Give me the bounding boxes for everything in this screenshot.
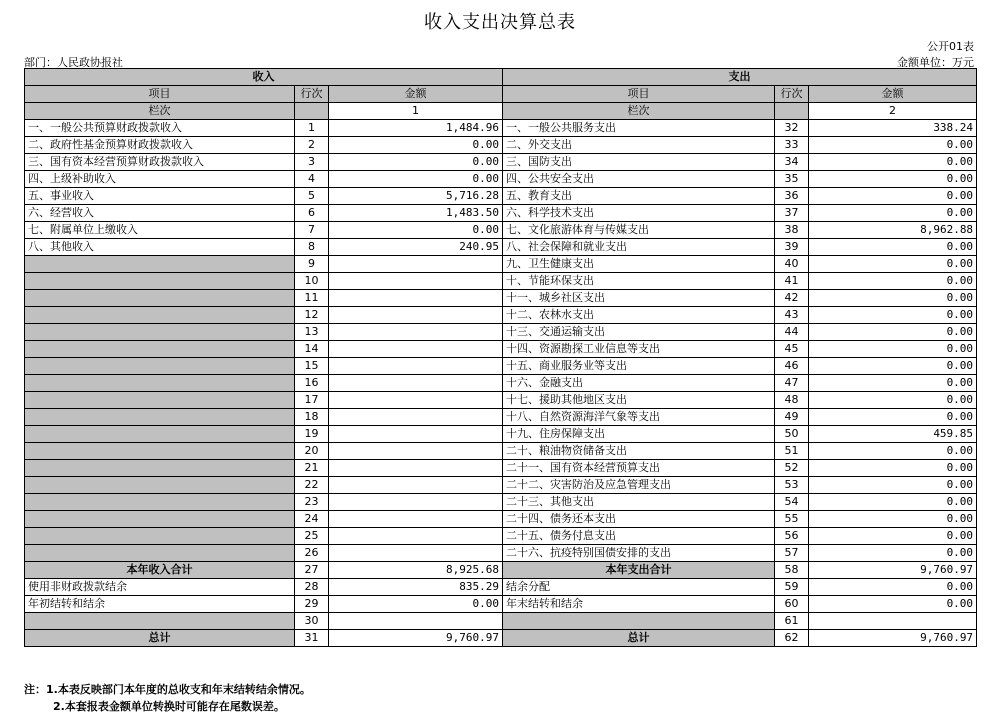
income-rowno-cell: 29: [295, 596, 329, 613]
income-amount-cell: [329, 392, 503, 409]
income-item-cell: [25, 409, 295, 426]
income-amount-cell: 1,484.96: [329, 120, 503, 137]
expense-rowno-cell: 62: [775, 630, 809, 647]
expense-item-cell: 十二、农林水支出: [503, 307, 775, 324]
income-item-cell: 七、附属单位上缴收入: [25, 222, 295, 239]
income-column-label-blank: [295, 103, 329, 120]
table-row: [25, 171, 977, 188]
expense-column-label-blank: [775, 103, 809, 120]
report-title: 收入支出决算总表: [424, 12, 576, 33]
expense-rowno-cell: 57: [775, 545, 809, 562]
income-item-cell: 年初结转和结余: [25, 596, 295, 613]
expense-rowno-cell: 32: [775, 120, 809, 137]
expense-amount-cell: 0.00: [809, 460, 977, 477]
income-amount-cell: [329, 375, 503, 392]
income-rowno-cell: 18: [295, 409, 329, 426]
income-item-cell: [25, 494, 295, 511]
expense-amount-cell: 0.00: [809, 205, 977, 222]
expense-item-cell: 总计: [503, 630, 775, 647]
income-amount-cell: [329, 409, 503, 426]
income-rowno-cell: 14: [295, 341, 329, 358]
expense-item-cell: 二十四、债务还本支出: [503, 511, 775, 528]
income-expense-table: [24, 68, 977, 647]
income-rowno-cell: 15: [295, 358, 329, 375]
income-rowno-cell: 21: [295, 460, 329, 477]
table-row: [25, 443, 977, 460]
income-rowno-cell: 9: [295, 256, 329, 273]
expense-amount-cell: 0.00: [809, 171, 977, 188]
income-rowno-cell: 1: [295, 120, 329, 137]
table-row: [25, 375, 977, 392]
expense-item-cell: 十八、自然资源海洋气象等支出: [503, 409, 775, 426]
table-row: [25, 137, 977, 154]
table-row: [25, 511, 977, 528]
expense-item-cell: 六、科学技术支出: [503, 205, 775, 222]
expense-rowno-cell: 36: [775, 188, 809, 205]
income-section-header: 收入: [25, 69, 503, 86]
income-item-cell: 本年收入合计: [25, 562, 295, 579]
expense-rowno-cell: 55: [775, 511, 809, 528]
income-item-cell: [25, 613, 295, 630]
income-item-cell: [25, 358, 295, 375]
income-amount-cell: 5,716.28: [329, 188, 503, 205]
table-row: [25, 120, 977, 137]
income-rowno-cell: 2: [295, 137, 329, 154]
income-amount-cell: 835.29: [329, 579, 503, 596]
expense-amount-cell: 0.00: [809, 188, 977, 205]
expense-rowno-cell: 40: [775, 256, 809, 273]
income-rowno-cell: 7: [295, 222, 329, 239]
expense-item-cell: 四、公共安全支出: [503, 171, 775, 188]
income-rowno-cell: 27: [295, 562, 329, 579]
expense-column-label: 栏次: [503, 103, 775, 120]
expense-rowno-cell: 52: [775, 460, 809, 477]
expense-item-cell: 二十、粮油物资储备支出: [503, 443, 775, 460]
expense-item-cell: 年末结转和结余: [503, 596, 775, 613]
table-row: [25, 426, 977, 443]
footnotes: [24, 681, 311, 715]
table-row: [25, 324, 977, 341]
income-item-cell: [25, 392, 295, 409]
expense-amount-cell: 0.00: [809, 528, 977, 545]
expense-item-cell: 二十五、债务付息支出: [503, 528, 775, 545]
expense-amount-cell: 0.00: [809, 579, 977, 596]
table-row: [25, 358, 977, 375]
expense-amount-cell: 0.00: [809, 545, 977, 562]
income-amount-cell: [329, 307, 503, 324]
income-item-cell: 五、事业收入: [25, 188, 295, 205]
income-rowno-cell: 3: [295, 154, 329, 171]
income-item-cell: 六、经营收入: [25, 205, 295, 222]
income-rowno-cell: 17: [295, 392, 329, 409]
expense-rowno-cell: 44: [775, 324, 809, 341]
income-rowno-cell: 25: [295, 528, 329, 545]
income-item-cell: [25, 324, 295, 341]
expense-amount-cell: 0.00: [809, 307, 977, 324]
expense-rowno-cell: 42: [775, 290, 809, 307]
expense-item-cell: 二十三、其他支出: [503, 494, 775, 511]
table-row: [25, 290, 977, 307]
expense-amount-cell: 459.85: [809, 426, 977, 443]
expense-rowno-cell: 39: [775, 239, 809, 256]
table-row: [25, 545, 977, 562]
income-amount-cell: 0.00: [329, 137, 503, 154]
income-item-cell: 八、其他收入: [25, 239, 295, 256]
expense-rowno-cell: 58: [775, 562, 809, 579]
expense-item-cell: 十三、交通运输支出: [503, 324, 775, 341]
income-amount-header: 金额: [329, 86, 503, 103]
income-amount-cell: 8,925.68: [329, 562, 503, 579]
expense-rowno-cell: 43: [775, 307, 809, 324]
expense-amount-cell: 338.24: [809, 120, 977, 137]
income-rowno-cell: 12: [295, 307, 329, 324]
income-amount-cell: 0.00: [329, 171, 503, 188]
expense-amount-cell: 0.00: [809, 341, 977, 358]
expense-rowno-cell: 54: [775, 494, 809, 511]
income-rowno-cell: 30: [295, 613, 329, 630]
expense-item-cell: [503, 613, 775, 630]
table-row: [25, 409, 977, 426]
income-column-index: 1: [329, 103, 503, 120]
table-row: [25, 205, 977, 222]
expense-item-cell: 二十一、国有资本经营预算支出: [503, 460, 775, 477]
income-amount-cell: [329, 256, 503, 273]
income-rowno-cell: 16: [295, 375, 329, 392]
income-rowno-cell: 13: [295, 324, 329, 341]
income-rowno-cell: 8: [295, 239, 329, 256]
expense-rowno-cell: 53: [775, 477, 809, 494]
expense-item-cell: 五、教育支出: [503, 188, 775, 205]
expense-rowno-cell: 35: [775, 171, 809, 188]
income-amount-cell: [329, 460, 503, 477]
income-item-cell: [25, 341, 295, 358]
expense-amount-header: 金额: [809, 86, 977, 103]
expense-amount-cell: 0.00: [809, 477, 977, 494]
table-row: [25, 477, 977, 494]
income-rowno-cell: 4: [295, 171, 329, 188]
expense-item-cell: 十四、资源勘探工业信息等支出: [503, 341, 775, 358]
income-item-cell: [25, 375, 295, 392]
income-rowno-cell: 26: [295, 545, 329, 562]
expense-item-cell: 二十六、抗疫特别国债安排的支出: [503, 545, 775, 562]
expense-item-header: 项目: [503, 86, 775, 103]
income-amount-cell: [329, 443, 503, 460]
expense-item-cell: 一、一般公共服务支出: [503, 120, 775, 137]
income-rowno-cell: 6: [295, 205, 329, 222]
table-row: [25, 307, 977, 324]
expense-item-cell: 结余分配: [503, 579, 775, 596]
table-row: [25, 494, 977, 511]
expense-amount-cell: 0.00: [809, 273, 977, 290]
income-item-cell: [25, 307, 295, 324]
income-amount-cell: [329, 324, 503, 341]
income-item-cell: 一、一般公共预算财政拨款收入: [25, 120, 295, 137]
expense-rowno-cell: 38: [775, 222, 809, 239]
expense-amount-cell: 0.00: [809, 375, 977, 392]
table-row: [25, 341, 977, 358]
subtotal-row: [25, 562, 977, 579]
income-item-cell: [25, 256, 295, 273]
expense-rowno-cell: 41: [775, 273, 809, 290]
income-amount-cell: 0.00: [329, 222, 503, 239]
expense-amount-cell: 0.00: [809, 239, 977, 256]
expense-item-cell: 二十二、灾害防治及应急管理支出: [503, 477, 775, 494]
expense-rowno-cell: 49: [775, 409, 809, 426]
expense-rowno-cell: 47: [775, 375, 809, 392]
table-row: [25, 239, 977, 256]
income-amount-cell: 0.00: [329, 596, 503, 613]
income-amount-cell: [329, 477, 503, 494]
expense-item-cell: 十、节能环保支出: [503, 273, 775, 290]
expense-item-cell: 三、国防支出: [503, 154, 775, 171]
income-rowno-cell: 5: [295, 188, 329, 205]
table-row: [25, 392, 977, 409]
amount-unit-label: 金额单位：万元: [897, 56, 974, 69]
table-row: [25, 273, 977, 290]
expense-amount-cell: 0.00: [809, 494, 977, 511]
expense-amount-cell: 9,760.97: [809, 630, 977, 647]
table-row: [25, 154, 977, 171]
column-index-row: [25, 103, 977, 120]
total-row: [25, 630, 977, 647]
expense-column-index: 2: [809, 103, 977, 120]
expense-rowno-cell: 61: [775, 613, 809, 630]
income-item-cell: [25, 426, 295, 443]
expense-rowno-cell: 45: [775, 341, 809, 358]
form-number: 公开01表: [927, 40, 974, 53]
expense-section-header: 支出: [503, 69, 977, 86]
income-item-cell: 总计: [25, 630, 295, 647]
expense-rowno-cell: 34: [775, 154, 809, 171]
expense-item-cell: 十九、住房保障支出: [503, 426, 775, 443]
income-item-cell: [25, 273, 295, 290]
table-row: [25, 579, 977, 596]
expense-amount-cell: 0.00: [809, 154, 977, 171]
income-amount-cell: [329, 358, 503, 375]
expense-rowno-cell: 51: [775, 443, 809, 460]
expense-item-cell: 九、卫生健康支出: [503, 256, 775, 273]
income-item-cell: [25, 460, 295, 477]
expense-amount-cell: 0.00: [809, 511, 977, 528]
income-amount-cell: [329, 545, 503, 562]
expense-rowno-cell: 50: [775, 426, 809, 443]
income-item-cell: [25, 528, 295, 545]
income-item-header: 项目: [25, 86, 295, 103]
column-header-row: [25, 86, 977, 103]
expense-amount-cell: 0.00: [809, 596, 977, 613]
expense-item-cell: 十七、援助其他地区支出: [503, 392, 775, 409]
section-header-row: [25, 69, 977, 86]
income-amount-cell: [329, 341, 503, 358]
income-item-cell: 四、上级补助收入: [25, 171, 295, 188]
table-row: [25, 460, 977, 477]
expense-item-cell: 十五、商业服务业等支出: [503, 358, 775, 375]
income-item-cell: [25, 545, 295, 562]
income-rowno-cell: 10: [295, 273, 329, 290]
income-amount-cell: [329, 511, 503, 528]
income-item-cell: [25, 290, 295, 307]
income-amount-cell: 1,483.50: [329, 205, 503, 222]
income-item-cell: 二、政府性基金预算财政拨款收入: [25, 137, 295, 154]
income-rowno-cell: 20: [295, 443, 329, 460]
expense-amount-cell: 0.00: [809, 358, 977, 375]
expense-rowno-cell: 56: [775, 528, 809, 545]
income-amount-cell: [329, 273, 503, 290]
footnote-2: 2.本套报表金额单位转换时可能存在尾数误差。: [53, 700, 285, 713]
expense-amount-cell: 0.00: [809, 324, 977, 341]
income-rowno-header: 行次: [295, 86, 329, 103]
income-item-cell: [25, 511, 295, 528]
income-rowno-cell: 19: [295, 426, 329, 443]
income-amount-cell: [329, 290, 503, 307]
expense-rowno-cell: 37: [775, 205, 809, 222]
income-item-cell: 使用非财政拨款结余: [25, 579, 295, 596]
income-amount-cell: [329, 426, 503, 443]
income-amount-cell: 240.95: [329, 239, 503, 256]
expense-amount-cell: 0.00: [809, 409, 977, 426]
table-row: [25, 528, 977, 545]
expense-rowno-cell: 60: [775, 596, 809, 613]
expense-rowno-header: 行次: [775, 86, 809, 103]
expense-amount-cell: [809, 613, 977, 630]
expense-item-cell: 十六、金融支出: [503, 375, 775, 392]
expense-rowno-cell: 59: [775, 579, 809, 596]
expense-item-cell: 八、社会保障和就业支出: [503, 239, 775, 256]
expense-amount-cell: 0.00: [809, 443, 977, 460]
income-rowno-cell: 31: [295, 630, 329, 647]
footnote-1: 注：1.本表反映部门本年度的总收支和年末结转结余情况。: [24, 683, 311, 696]
income-item-cell: [25, 443, 295, 460]
expense-item-cell: 七、文化旅游体育与传媒支出: [503, 222, 775, 239]
expense-amount-cell: 8,962.88: [809, 222, 977, 239]
income-amount-cell: [329, 494, 503, 511]
expense-rowno-cell: 48: [775, 392, 809, 409]
expense-item-cell: 十一、城乡社区支出: [503, 290, 775, 307]
expense-rowno-cell: 33: [775, 137, 809, 154]
income-rowno-cell: 23: [295, 494, 329, 511]
table-row: [25, 613, 977, 630]
expense-amount-cell: 9,760.97: [809, 562, 977, 579]
income-rowno-cell: 22: [295, 477, 329, 494]
income-rowno-cell: 28: [295, 579, 329, 596]
table-row: [25, 596, 977, 613]
income-item-cell: [25, 477, 295, 494]
table-row: [25, 222, 977, 239]
expense-amount-cell: 0.00: [809, 290, 977, 307]
income-amount-cell: [329, 528, 503, 545]
income-amount-cell: 0.00: [329, 154, 503, 171]
expense-amount-cell: 0.00: [809, 256, 977, 273]
expense-rowno-cell: 46: [775, 358, 809, 375]
expense-item-cell: 本年支出合计: [503, 562, 775, 579]
income-column-label: 栏次: [25, 103, 295, 120]
expense-amount-cell: 0.00: [809, 392, 977, 409]
table-row: [25, 188, 977, 205]
table-row: [25, 256, 977, 273]
income-rowno-cell: 24: [295, 511, 329, 528]
expense-item-cell: 二、外交支出: [503, 137, 775, 154]
income-amount-cell: [329, 613, 503, 630]
income-item-cell: 三、国有资本经营预算财政拨款收入: [25, 154, 295, 171]
income-amount-cell: 9,760.97: [329, 630, 503, 647]
expense-amount-cell: 0.00: [809, 137, 977, 154]
income-rowno-cell: 11: [295, 290, 329, 307]
department-label: 部门：人民政协报社: [24, 56, 123, 69]
